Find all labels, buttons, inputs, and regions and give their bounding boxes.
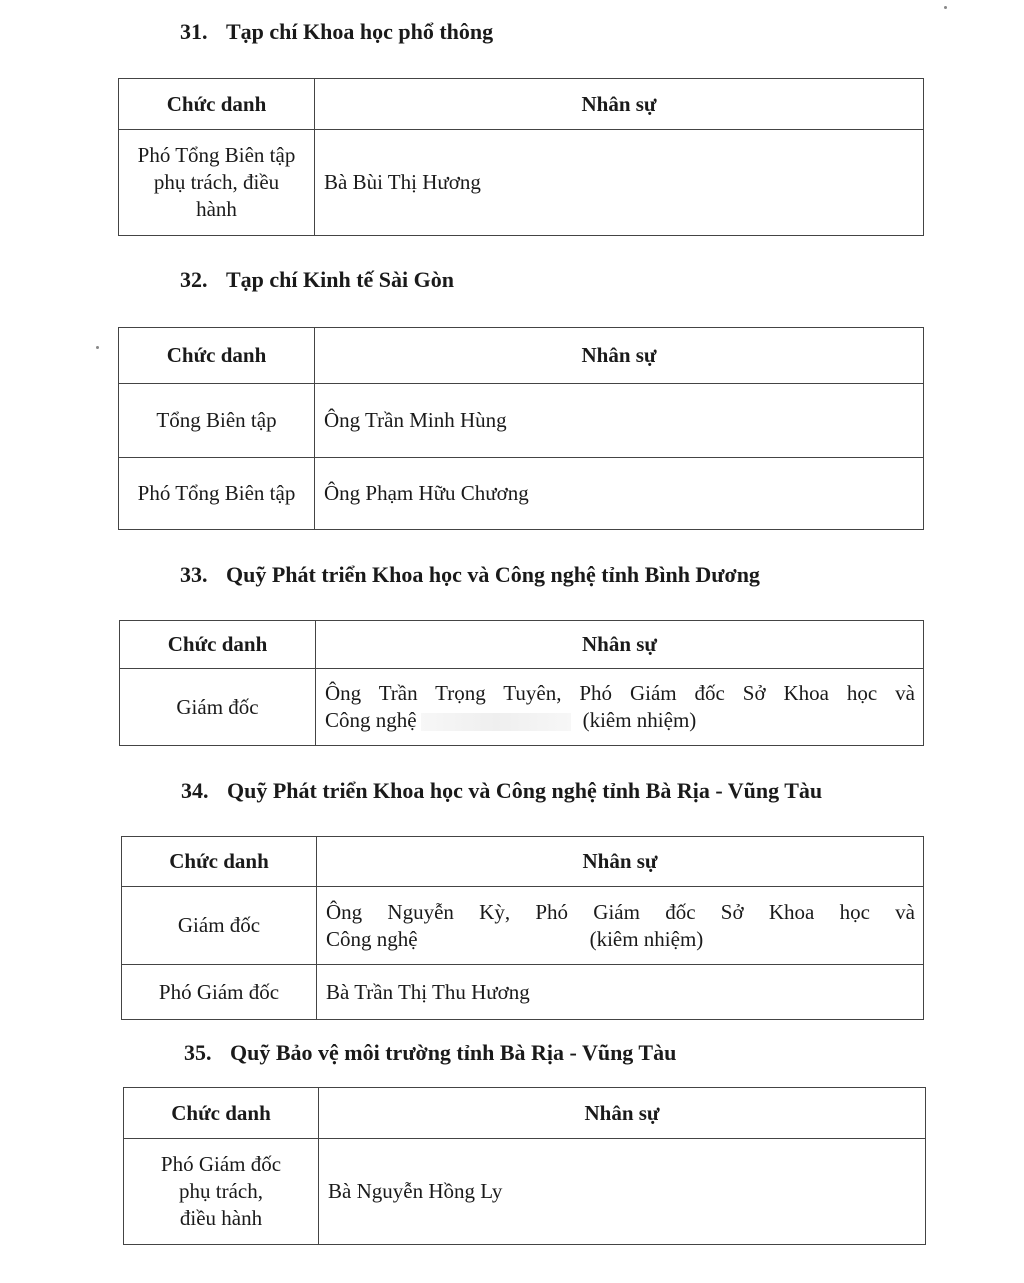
section-title-31 [180,19,493,45]
role-line: Phó Tổng Biên tập [137,143,296,167]
table-header-row [124,1088,926,1139]
person-line: Ông Trần Trọng Tuyên, Phó Giám đốc Sở Khoa học và [325,681,915,705]
role-line: hành [196,197,237,221]
personnel-table-32 [118,327,924,530]
table-row [122,965,924,1020]
header-person: Nhân sự [319,1088,926,1139]
table-row [119,458,924,530]
role-line: phụ trách, [179,1179,263,1203]
section-title-33 [180,562,760,588]
scan-speck [944,6,947,9]
table-header-row [120,621,924,669]
person-line: Ông Nguyễn Kỳ, Phó Giám đốc Sở Khoa học và [326,899,915,924]
section-number: 31. [180,19,208,44]
header-person: Nhân sự [315,79,924,130]
section-number: 34. [181,778,209,803]
person-line-end: (kiêm nhiệm) [582,708,697,732]
section-number: 35. [184,1040,212,1065]
personnel-table-33 [119,620,924,746]
role-cell: Giám đốc [122,887,317,965]
section-number: 33. [180,562,208,587]
header-role: Chức danh [119,328,315,384]
personnel-table-35 [123,1087,926,1245]
role-cell: Giám đốc [120,669,316,746]
person-cell [316,669,924,746]
role-cell [119,130,315,236]
person-line-start: Công nghệ [326,926,418,951]
section-title-text: Quỹ Phát triển Khoa học và Công nghệ tỉnh Bà Rịa - Vũng Tàu [227,778,823,803]
person-line-start: Công nghệ [325,708,417,732]
redacted-area [421,713,571,731]
table-header-row [119,79,924,130]
person-line [326,926,915,953]
role-line: Phó Giám đốc [160,1152,282,1176]
section-title-35 [184,1040,676,1066]
table-header-row [119,328,924,384]
table-row [119,384,924,458]
table-row [122,887,924,965]
person-cell: Ông Phạm Hữu Chương [315,458,924,530]
header-role: Chức danh [119,79,315,130]
person-line [325,707,915,734]
personnel-table-34 [121,836,924,1020]
table-header-row [122,837,924,887]
section-title-text: Quỹ Phát triển Khoa học và Công nghệ tỉnh Bình Dương [226,562,760,587]
table-row [119,130,924,236]
header-role: Chức danh [124,1088,319,1139]
person-cell: Bà Bùi Thị Hương [315,130,924,236]
person-cell [317,887,924,965]
section-title-text: Quỹ Bảo vệ môi trường tỉnh Bà Rịa - Vũng Tàu [230,1040,677,1065]
role-cell [124,1139,319,1245]
personnel-table-31 [118,78,924,236]
section-title-text: Tạp chí Kinh tế Sài Gòn [226,267,455,292]
section-number: 32. [180,267,208,292]
section-title-34 [181,778,822,804]
header-person: Nhân sự [316,621,924,669]
header-role: Chức danh [120,621,316,669]
section-title-text: Tạp chí Khoa học phổ thông [226,19,494,44]
person-cell: Bà Trần Thị Thu Hương [317,965,924,1020]
table-row [124,1139,926,1245]
person-line-end: (kiêm nhiệm) [589,926,704,951]
header-person: Nhân sự [315,328,924,384]
table-row [120,669,924,746]
role-cell: Phó Giám đốc [122,965,317,1020]
person-cell: Bà Nguyễn Hồng Ly [319,1139,926,1245]
header-person: Nhân sự [317,837,924,887]
person-cell: Ông Trần Minh Hùng [315,384,924,458]
role-line: phụ trách, điều [153,170,280,194]
role-cell: Phó Tổng Biên tập [119,458,315,530]
scan-speck [96,346,99,349]
role-line: điều hành [179,1206,263,1230]
role-cell: Tổng Biên tập [119,384,315,458]
header-role: Chức danh [122,837,317,887]
section-title-32 [180,267,454,293]
